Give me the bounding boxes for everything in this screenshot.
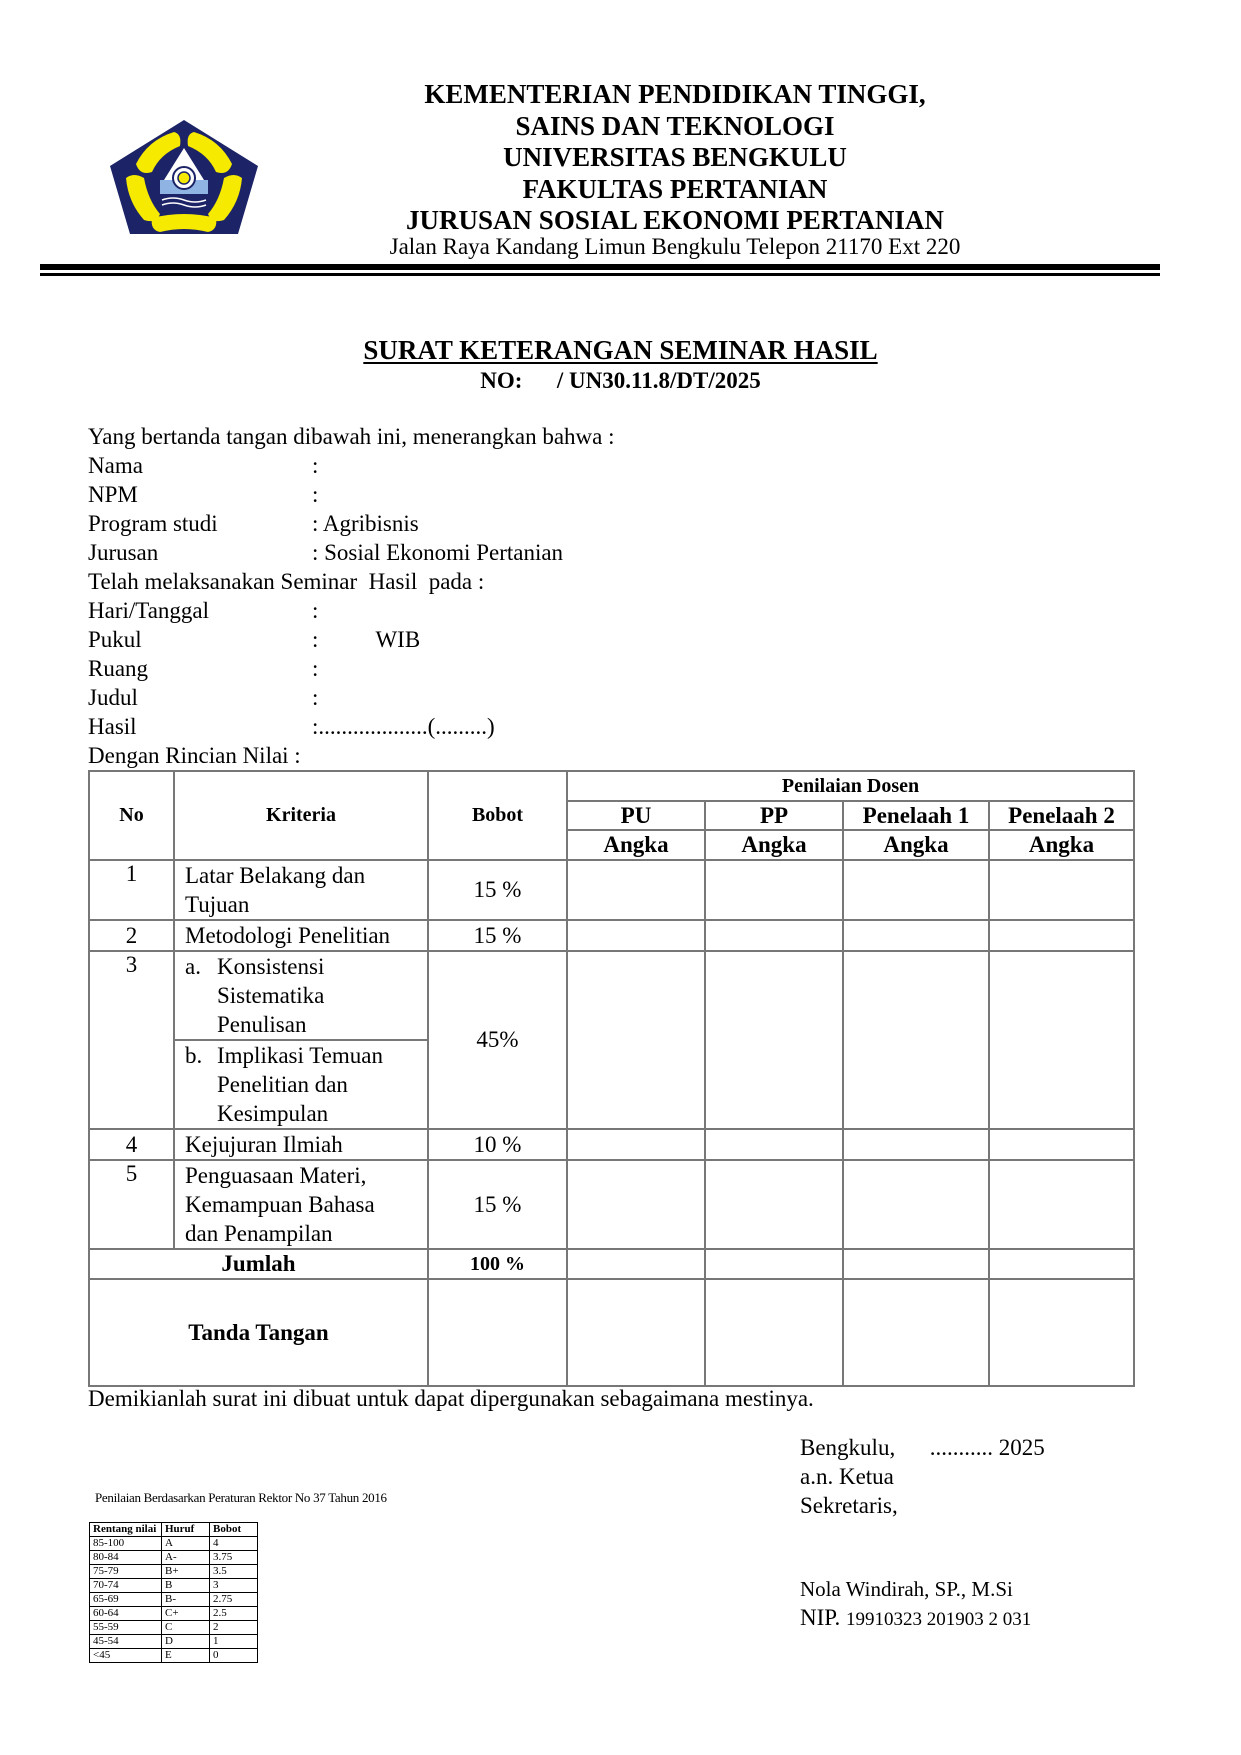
grading-weight: 2: [210, 1621, 258, 1635]
letter-title: [0, 335, 1241, 366]
letterhead-line-3: UNIVERSITAS BENGKULU: [503, 142, 847, 172]
field-nama: [88, 451, 318, 480]
table-header-row: [89, 771, 1134, 801]
score-cell-penelaah-2[interactable]: [989, 860, 1134, 920]
grading-header: Rentang nilai: [90, 1523, 162, 1537]
table-row: [89, 860, 1134, 920]
grading-range: 65-69: [90, 1593, 162, 1607]
sub-text: Konsistensi Sistematika Penulisan: [217, 954, 325, 1037]
grading-range: 60-64: [90, 1607, 162, 1621]
field-value: :: [312, 685, 319, 710]
field-judul: [88, 683, 318, 712]
grading-letter: C+: [162, 1607, 210, 1621]
grading-row: [90, 1635, 258, 1649]
row-kriteria: Latar Belakang dan Tujuan: [174, 860, 428, 920]
grading-letter: D: [162, 1635, 210, 1649]
total-cell-pu[interactable]: [567, 1249, 705, 1279]
score-cell-pu[interactable]: [567, 920, 705, 951]
signature-cell-pp[interactable]: [705, 1279, 843, 1386]
score-cell-penelaah-1[interactable]: [843, 1129, 989, 1160]
grading-range: 55-59: [90, 1621, 162, 1635]
grading-range: 70-74: [90, 1579, 162, 1593]
sub-text: Implikasi Temuan Penelitian dan Kesimpulan: [217, 1043, 383, 1126]
signature-label: Tanda Tangan: [89, 1279, 428, 1386]
header-penilaian-dosen: Penilaian Dosen: [567, 771, 1134, 801]
row-bobot: 15 %: [428, 860, 567, 920]
header-bobot: Bobot: [428, 771, 567, 860]
grading-row: [90, 1621, 258, 1635]
score-cell-pu[interactable]: [567, 1160, 705, 1249]
field-value: :: [312, 656, 319, 681]
closing-text: Demikianlah surat ini dibuat untuk dapat dipergunakan sebagaimana mestinya.: [88, 1386, 814, 1411]
header-penelaah-2: Penelaah 2: [989, 801, 1134, 830]
header-angka: Angka: [989, 830, 1134, 860]
row-bobot: 10 %: [428, 1129, 567, 1160]
signature-row: [89, 1279, 1134, 1386]
signature-cell-penelaah-2[interactable]: [989, 1279, 1134, 1386]
place-date: Bengkulu, ........... 2025: [800, 1435, 1045, 1460]
letterhead-line-5: JURUSAN SOSIAL EKONOMI PERTANIAN: [406, 205, 944, 235]
signature-cell-blank: [428, 1279, 567, 1386]
field-value: : WIB: [312, 627, 421, 652]
letterhead-line-2: SAINS DAN TEKNOLOGI: [515, 111, 835, 141]
row-kriteria-sub-a: [174, 951, 428, 1040]
field-ruang: [88, 654, 318, 683]
grading-table: [89, 1522, 258, 1663]
grading-caption: Penilaian Berdasarkan Peraturan Rektor No 37 Tahun 2016: [95, 1490, 387, 1505]
letterhead-divider-thick: [40, 264, 1160, 270]
grading-weight: 2.5: [210, 1607, 258, 1621]
field-label: Program studi: [88, 511, 218, 536]
field-label: Judul: [88, 685, 138, 710]
grading-weight: 4: [210, 1537, 258, 1551]
table-row: [89, 920, 1134, 951]
row-bobot: 15 %: [428, 920, 567, 951]
field-value: :...................(.........): [312, 714, 495, 739]
field-value: :: [312, 453, 319, 478]
grading-range: 45-54: [90, 1635, 162, 1649]
total-row: [89, 1249, 1134, 1279]
grading-header: Bobot: [210, 1523, 258, 1537]
field-label: NPM: [88, 482, 138, 507]
header-angka: Angka: [705, 830, 843, 860]
grading-weight: 1: [210, 1635, 258, 1649]
grading-header: Huruf: [162, 1523, 210, 1537]
total-cell-penelaah-2[interactable]: [989, 1249, 1134, 1279]
score-cell-pp[interactable]: [705, 860, 843, 920]
grading-header-row: [90, 1523, 258, 1537]
grading-row: [90, 1579, 258, 1593]
score-cell-penelaah-2[interactable]: [989, 1129, 1134, 1160]
grading-row: [90, 1565, 258, 1579]
letterhead-address: Jalan Raya Kandang Limun Bengkulu Telepon 21170 Ext 220: [389, 234, 961, 259]
field-program-studi: [88, 509, 419, 538]
grading-range: 80-84: [90, 1551, 162, 1565]
table-row: [89, 1129, 1134, 1160]
score-cell-pp[interactable]: [705, 1129, 843, 1160]
letterhead-line-4: FAKULTAS PERTANIAN: [522, 174, 828, 204]
grading-weight: 3.75: [210, 1551, 258, 1565]
row-kriteria-sub-b: [174, 1040, 428, 1129]
field-pukul: [88, 625, 420, 654]
grading-range: 75-79: [90, 1565, 162, 1579]
grading-range: 85-100: [90, 1537, 162, 1551]
row-no: 2: [89, 920, 174, 951]
header-kriteria: Kriteria: [174, 771, 428, 860]
row-kriteria: [174, 1160, 428, 1249]
table-row: [89, 951, 1134, 1040]
score-cell-penelaah-1[interactable]: [843, 860, 989, 920]
row-kriteria: Metodologi Penelitian: [174, 920, 428, 951]
grading-weight: 2.75: [210, 1593, 258, 1607]
total-cell-penelaah-1[interactable]: [843, 1249, 989, 1279]
nip-value: 19910323 201903 2 031: [846, 1609, 1032, 1630]
row-bobot: 15 %: [428, 1160, 567, 1249]
field-label: Nama: [88, 453, 143, 478]
field-value: :: [312, 482, 319, 507]
header-no: No: [89, 771, 174, 860]
grading-row: [90, 1551, 258, 1565]
header-penelaah-1: Penelaah 1: [843, 801, 989, 830]
header-angka: Angka: [843, 830, 989, 860]
field-hari-tanggal: [88, 596, 318, 625]
signature-cell-pu[interactable]: [567, 1279, 705, 1386]
grading-weight: 3.5: [210, 1565, 258, 1579]
row-no: 4: [89, 1129, 174, 1160]
score-cell-penelaah-1[interactable]: [843, 920, 989, 951]
letter-number: NO: / UN30.11.8/DT/2025: [480, 368, 761, 393]
field-value: :: [312, 598, 319, 623]
grading-range: <45: [90, 1649, 162, 1663]
score-table: [88, 770, 1135, 1387]
intro-text: Yang bertanda tangan dibawah ini, menerangkan bahwa :: [88, 424, 615, 449]
table-row: [89, 1160, 1134, 1249]
grading-row: [90, 1593, 258, 1607]
field-label: Hari/Tanggal: [88, 598, 210, 623]
field-npm: [88, 480, 318, 509]
letterhead-divider-thin: [40, 273, 1160, 276]
field-value: : Agribisnis: [312, 511, 419, 536]
header-pu: PU: [567, 801, 705, 830]
signature-cell-penelaah-1[interactable]: [843, 1279, 989, 1386]
total-cell-pp[interactable]: [705, 1249, 843, 1279]
grading-letter: A-: [162, 1551, 210, 1565]
header-pp: PP: [705, 801, 843, 830]
row-bobot: 45%: [428, 951, 567, 1129]
score-cell-pu[interactable]: [567, 951, 705, 1129]
field-label: Hasil: [88, 714, 137, 739]
sub-marker: b.: [185, 1043, 203, 1068]
grading-letter: B-: [162, 1593, 210, 1607]
nip-label: NIP.: [800, 1605, 841, 1630]
row-no: 3: [89, 951, 174, 1129]
score-cell-pu[interactable]: [567, 1129, 705, 1160]
grading-letter: B+: [162, 1565, 210, 1579]
grading-weight: 0: [210, 1649, 258, 1663]
total-label: Jumlah: [89, 1249, 428, 1279]
score-cell-penelaah-2[interactable]: [989, 920, 1134, 951]
grading-letter: E: [162, 1649, 210, 1663]
score-cell-pp[interactable]: [705, 1160, 843, 1249]
field-label: Ruang: [88, 656, 149, 681]
score-cell-pp[interactable]: [705, 951, 843, 1129]
row-no: 1: [89, 860, 174, 920]
field-label: Jurusan: [88, 540, 159, 565]
letter-title-text: SURAT KETERANGAN SEMINAR HASIL: [363, 335, 878, 365]
signer-name: Nola Windirah, SP., M.Si: [800, 1577, 1013, 1601]
signer-nip: [800, 1603, 1031, 1634]
grading-letter: B: [162, 1579, 210, 1593]
row-no: 5: [89, 1160, 174, 1249]
score-cell-pp[interactable]: [705, 920, 843, 951]
row-kriteria: Kejujuran Ilmiah: [174, 1129, 428, 1160]
field-label: Pukul: [88, 627, 142, 652]
executed-text: Telah melaksanakan Seminar Hasil pada :: [88, 569, 485, 594]
score-cell-penelaah-1[interactable]: [843, 951, 989, 1129]
grading-letter: A: [162, 1537, 210, 1551]
letterhead-line-1: KEMENTERIAN PENDIDIKAN TINGGI,: [424, 79, 926, 109]
grading-letter: C: [162, 1621, 210, 1635]
field-jurusan: [88, 538, 563, 567]
signer-role-2: Sekretaris,: [800, 1493, 898, 1518]
row-kriteria-text: Penguasaan Materi, Kemampuan Bahasa dan Penampilan: [185, 1163, 375, 1246]
total-value: 100 %: [428, 1249, 567, 1279]
field-value: : Sosial Ekonomi Pertanian: [312, 540, 564, 565]
score-cell-penelaah-1[interactable]: [843, 1160, 989, 1249]
signer-role-1: a.n. Ketua: [800, 1464, 894, 1489]
score-cell-penelaah-2[interactable]: [989, 1160, 1134, 1249]
header-angka: Angka: [567, 830, 705, 860]
grading-row: [90, 1537, 258, 1551]
grading-weight: 3: [210, 1579, 258, 1593]
sub-marker: a.: [185, 954, 201, 979]
grading-row: [90, 1649, 258, 1663]
detail-intro: Dengan Rincian Nilai :: [88, 743, 301, 768]
grading-row: [90, 1607, 258, 1621]
score-cell-pu[interactable]: [567, 860, 705, 920]
field-hasil: [88, 712, 495, 741]
score-cell-penelaah-2[interactable]: [989, 951, 1134, 1129]
university-logo-icon: [108, 118, 260, 236]
